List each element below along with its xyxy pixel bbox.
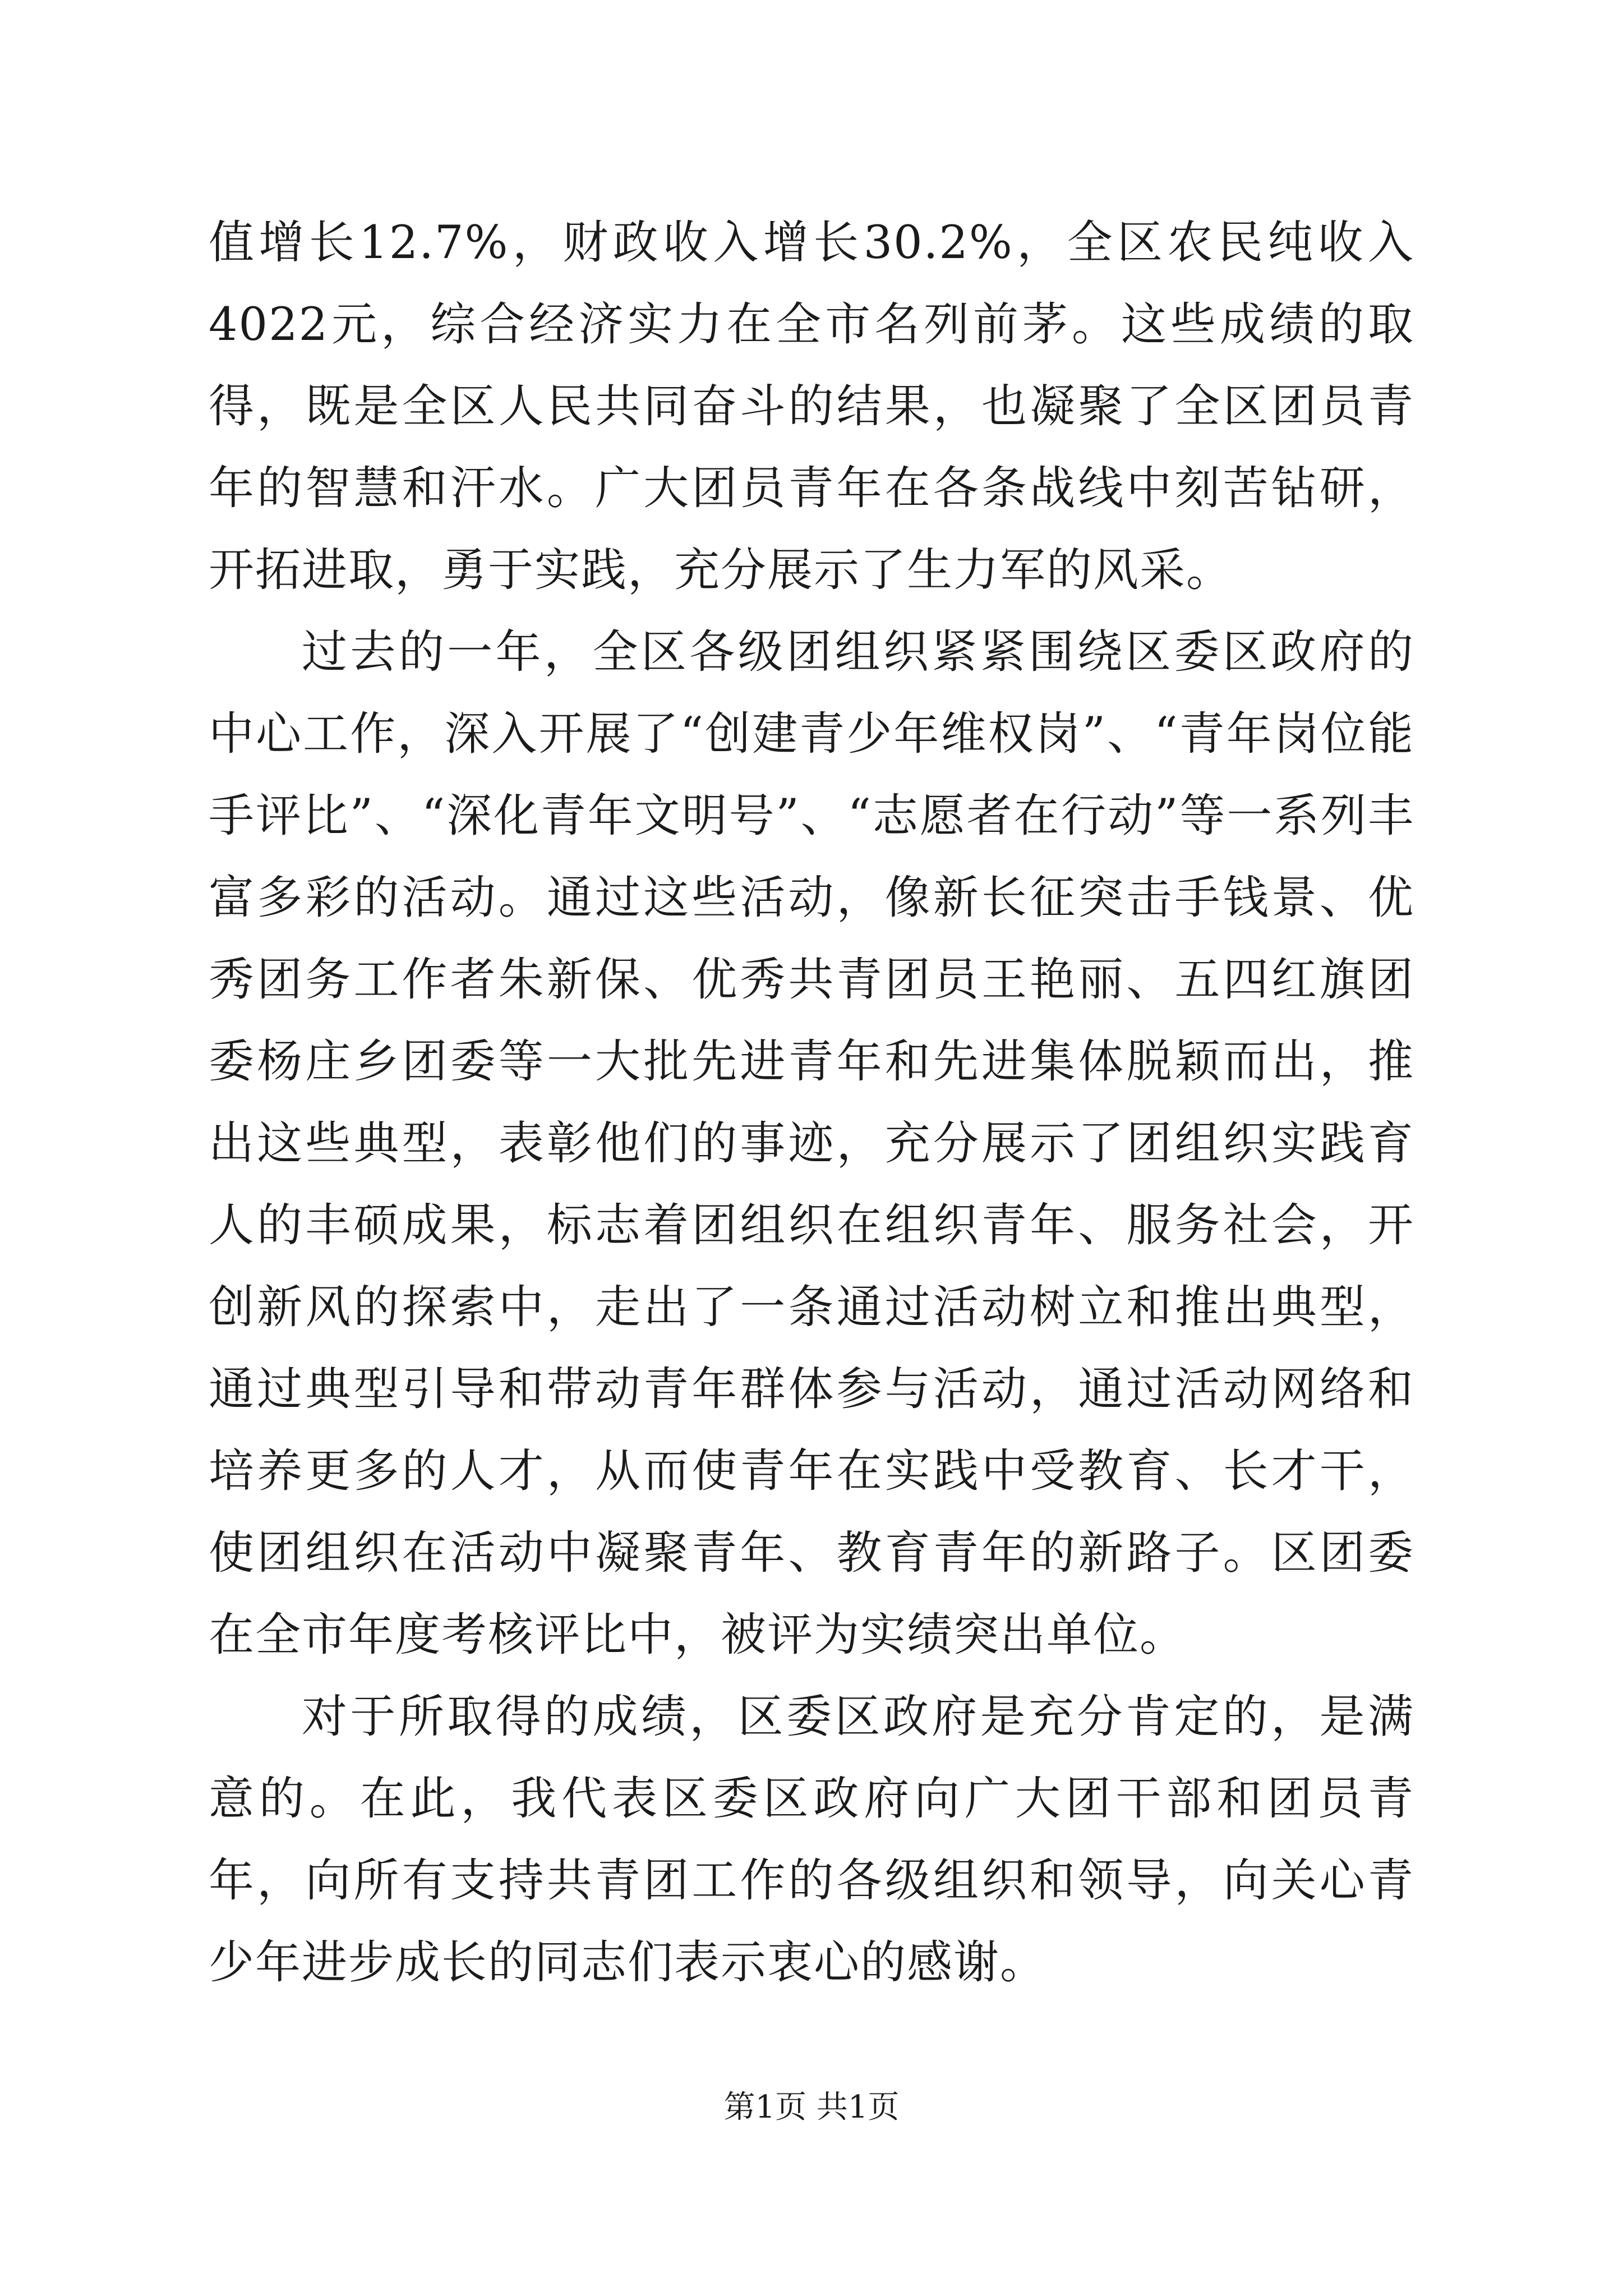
paragraph-1: 值增长12.7%，财政收入增长30.2%，全区农民纯收入4022元，综合经济实力在全市名列前茅。这些成绩的取得，既是全区人民共同奋斗的结果，也凝聚了全区团员青年的智慧和汗水。广大团员青年在各条战线中刻苦钻研，开拓进取，勇于实践，充分展示了生力军的风采。 xyxy=(209,217,1414,597)
page-footer: 第1页 共1页 xyxy=(723,2089,900,2125)
paragraph-3: 对于所取得的成绩，区委区政府是充分肯定的，是满意的。在此，我代表区委区政府向广大团干部和团员青年，向所有支持共青团工作的各级组织和领导，向关心青少年进步成长的同志们表示衷心的感谢。 xyxy=(209,1691,1414,1989)
paragraph-2: 过去的一年，全区各级团组织紧紧围绕区委区政府的中心工作，深入开展了“创建青少年维权岗”、“青年岗位能手评比”、“深化青年文明号”、“志愿者在行动”等一系列丰富多彩的活动。通过这些活动，像新长征突击手钱景、优秀团务工作者朱新保、优秀共青团员王艳丽、五四红旗团委杨庄乡团委等一大批先进青年和先进集体脱颖而出，推出这些典型，表彰他们的事迹，充分展示了团组织实践育人的丰硕成果，标志着团组织在组织青年、服务社会，开创新风的探索中，走出了一条通过活动树立和推出典型，通过典型引导和带动青年群体参与活动，通过活动网络和培养更多的人才，从而使青年在实践中受教育、长才干，使团组织在活动中凝聚青年、教育青年的新路子。区团委在全市年度考核评比中，被评为实绩突出单位。 xyxy=(209,626,1414,1662)
body-text xyxy=(209,202,1414,2004)
